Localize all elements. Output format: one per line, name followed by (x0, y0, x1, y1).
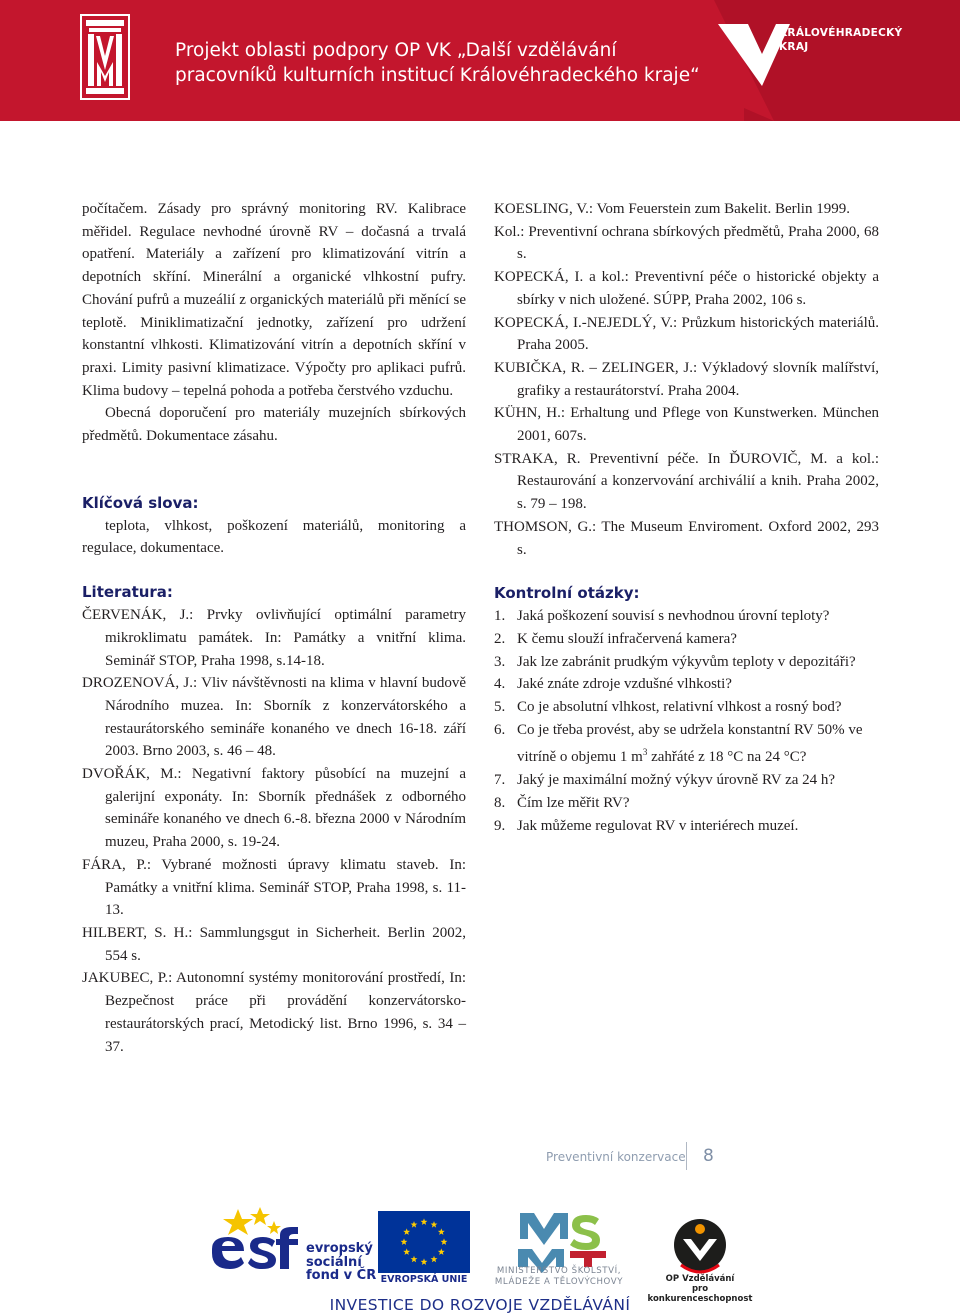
question-number: 4. (494, 676, 506, 693)
esf-caption-line-2: sociální (306, 1254, 362, 1270)
questions-heading: Kontrolní otázky: (494, 584, 640, 603)
project-title-line-2: pracovníků kulturních institucí Královéhradeckého kraje“ (175, 65, 700, 86)
page-header (0, 0, 960, 121)
question-text: K čemu slouží infračervená kamera? (517, 630, 737, 647)
keywords-text: teplota, vlhkost, poškození materiálů, monitoring a regulace, dokumentace. (82, 517, 466, 557)
question-item (494, 769, 879, 792)
msmt-caption-line-1: MINISTERSTVO ŠKOLSTVÍ, (496, 1266, 622, 1276)
reference-item: DROZENOVÁ, J.: Vliv návštěvnosti na klima v hlavní budově Národního muzea. In: Sborník z konzervátorského a restaurátorského semináře konaného ve dnech 16-18. září 2003. Brno 2003, s. 46 – 48. (82, 675, 466, 760)
esf-caption (306, 1242, 376, 1283)
reference-item: KOPECKÁ, I. a kol.: Preventivní péče o historické objekty a sbírky v nich uložené. SÚPP, Praha 2002, 106 s. (494, 269, 879, 308)
project-title-line-1: Projekt oblasti podpory OP VK „Další vzdělávání (175, 40, 617, 61)
reference-item: KOESLING, V.: Vom Feuerstein zum Bakelit. Berlin 1999. (494, 201, 850, 217)
question-number: 1. (494, 608, 506, 625)
esf-caption-line-3: fond v ČR (306, 1268, 377, 1283)
reference-item: ČERVENÁK, J.: Prvky ovlivňující optimální parametry mikroklimatu památek. In: Památky a vnitřní klima. Seminář STOP, Praha 1998, s.14-18. (82, 607, 466, 669)
slogan: INVESTICE DO ROZVOJE VZDĚLÁVÁNÍ (329, 1296, 631, 1314)
question-number: 6. (494, 721, 506, 738)
reference-item: Kol.: Preventivní ochrana sbírkových předmětů, Praha 2000, 68 s. (494, 223, 879, 263)
question-number: 9. (494, 817, 506, 834)
question-item (494, 628, 879, 651)
intro-paragraph: počítačem. Zásady pro správný monitoring RV. Kalibrace měřidel. Regulace nevhodné úrovně RV – dočasná a trvalá opatření. Materiály a zařízení pro klimatizování vitrín a depotních skříní. Minerální a organické vlhkostní pufry. Chování pufrů a muzeálií z organických materiálů při měnící se teplotě. Miniklimatizační jednotky, zařízení pro udržení konstantní vlhkosti. Klimatizování vitrín a depotních skříní v praxi. Limity pasivní klimatizace. Výpočty pro aplikaci pufrů. Klima budovy – tepelná pohoda a potřeba čerstvého vzduchu. (82, 201, 466, 399)
project-title (175, 38, 715, 88)
question-number: 7. (494, 772, 506, 789)
reference-item: KUBIČKA, R. – ZELINGER, J.: Výkladový slovník malířství, grafiky a restaurátorství. Praha 2004. (494, 359, 879, 399)
question-text-tail: zahřáté z 18 °C na 24 °C? (647, 749, 807, 766)
kraj-chevron-icon (714, 0, 960, 121)
monogram-vm-icon (80, 14, 130, 100)
question-item (494, 605, 879, 628)
page-number: 8 (703, 1146, 714, 1166)
running-title: Preventivní konzervace (546, 1150, 686, 1164)
msmt-caption (478, 1266, 640, 1287)
literature-list (82, 604, 466, 1058)
question-text: Co je absolutní vlhkost, relativní vlhkost a rosný bod? (517, 699, 842, 716)
msmt-caption-line-2: MLÁDEŽE A TĚLOVÝCHOVY (494, 1276, 624, 1287)
question-item (494, 719, 879, 769)
left-column (82, 198, 466, 1058)
question-item (494, 673, 879, 696)
op-vk-caption-line-1: OP Vzdělávání (665, 1274, 735, 1284)
question-text: Jaký je maximální možný výkyv úrovně RV za 24 h? (517, 772, 836, 789)
question-item (494, 651, 879, 674)
question-text: Čím lze měřit RV? (517, 794, 630, 811)
question-text: Jak můžeme regulovat RV v interiérech muzeí. (517, 817, 799, 834)
question-text: Co je třeba provést, aby se udržela konstantní RV 50% ve vitríně o objemu 1 m (517, 721, 863, 766)
intro-paragraph-2: Obecná doporučení pro materiály muzejních sbírkových předmětů. Dokumentace zásahu. (82, 405, 466, 445)
reference-item: FÁRA, P.: Vybrané možnosti úpravy klimatu staveb. In: Památky a vnitřní klima. Seminář STOP, Praha 1998, s. 11-13. (82, 856, 466, 919)
footer-divider (686, 1142, 687, 1170)
region-name-line-2: KRAJ (779, 41, 809, 53)
superscript: 3 (642, 747, 648, 758)
region-name (779, 26, 902, 54)
questions-list (494, 605, 879, 837)
keywords-heading: Klíčová slova: (82, 493, 199, 512)
reference-item: JAKUBEC, P.: Autonomní systémy monitorování prostředí, In: Bezpečnost práce při provádění konzervátorsko-restaurátorských prací, Metodický list. Brno 1996, s. 34 – 37. (82, 970, 466, 1055)
reference-item: THOMSON, G.: The Museum Enviroment. Oxford 2002, 293 s. (494, 518, 879, 558)
reference-item: STRAKA, R. Preventivní péče. In ĎUROVIČ, M. a kol.: Restaurování a konzervování archiválií a knih. Praha 2002, s. 79 – 198. (494, 450, 879, 513)
region-name-line-1: KRÁLOVÉHRADECKÝ (779, 27, 903, 39)
question-text: Jak lze zabránit prudkým výkyvům teploty v depozitáři? (517, 653, 856, 670)
reference-item: HILBERT, S. H.: Sammlungsgut in Sicherheit. Berlin 2002, 554 s. (82, 924, 466, 964)
question-number: 3. (494, 653, 506, 670)
question-text: Jaká poškození souvisí s nevhodnou úrovní teploty? (517, 608, 830, 625)
reference-item: KOPECKÁ, I.-NEJEDLÝ, V.: Průzkum historických materiálů. Praha 2005. (494, 314, 879, 354)
right-column (494, 198, 879, 837)
reference-item: DVOŘÁK, M.: Negativní faktory působící na muzejní a galerijní exponáty. In: Sborník přednášek z odborného semináře konaného ve dnech 6.-8. března 2000 v Národním muzeu, Praha 2000, s. 19-24. (82, 766, 466, 851)
literature-heading: Literatura: (82, 583, 173, 602)
question-number: 2. (494, 630, 506, 647)
esf-caption-line-1: evropský (306, 1241, 373, 1256)
question-item (494, 815, 879, 838)
question-text: Jaké znáte zdroje vzdušné vlhkosti? (517, 676, 732, 693)
question-item (494, 696, 879, 719)
op-vk-caption-line-2: pro konkurenceschopnost (647, 1284, 753, 1304)
literature-list-continued (494, 198, 879, 561)
eu-caption: EVROPSKÁ UNIE (380, 1274, 468, 1285)
question-number: 5. (494, 699, 506, 716)
question-number: 8. (494, 794, 506, 811)
question-item (494, 792, 879, 815)
reference-item: KÜHN, H.: Erhaltung und Pflege von Kunstwerken. München 2001, 607s. (494, 405, 879, 445)
